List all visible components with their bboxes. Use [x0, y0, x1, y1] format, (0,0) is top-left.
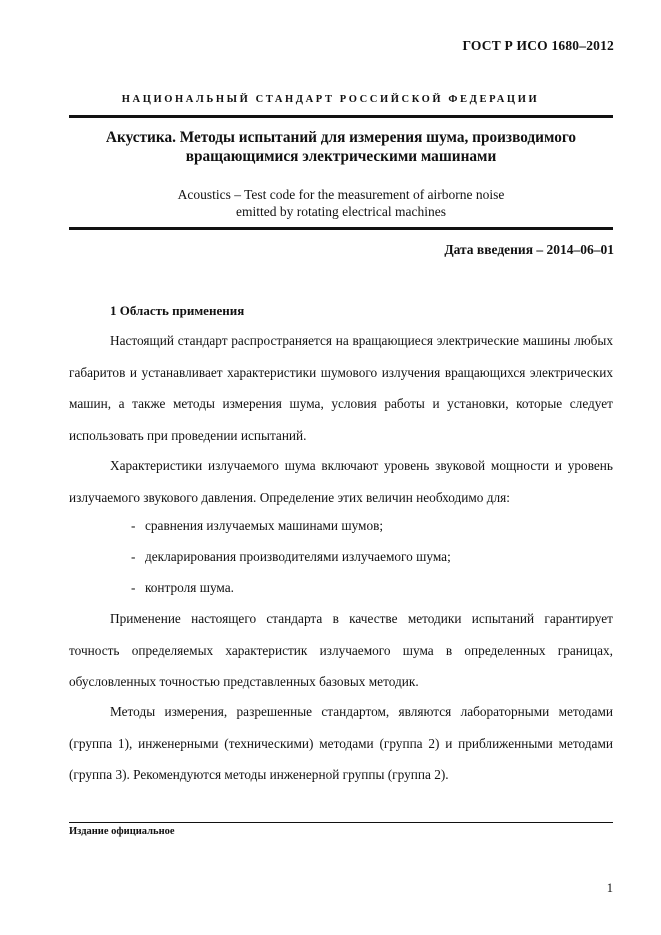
list-item-text: контроля шума. — [145, 580, 234, 595]
list-item — [131, 547, 451, 567]
title-en-line-2: emitted by rotating electrical machines — [236, 203, 446, 219]
paragraph-application: Применение настоящего стандарта в качестве методики испытаний гарантирует точность определяемых характеристик излучаемого шума в определенных границах, обусловленных точностью представленных базовых методик. — [69, 611, 613, 689]
paragraph-methods: Методы измерения, разрешенные стандартом, являются лабораторными методами (группа 1), инженерными (техническими) методами (группа 2) и приближенными методами (группа 3). Рекомендуются методы инженерной группы (группа 2). — [69, 704, 613, 782]
bullet-marker: - — [131, 549, 136, 564]
document-title-ru: Акустика. Методы испытаний для измерения шума, производимого вращающимися электрическими машинами — [105, 129, 577, 165]
official-edition-note: Издание официальное — [69, 826, 175, 837]
page-number: 1 — [606, 881, 613, 895]
title-rule-bottom — [69, 227, 613, 230]
introduction-date: Дата введения – 2014–06–01 — [444, 242, 614, 257]
title-rule-top — [69, 115, 613, 118]
list-item — [131, 516, 383, 536]
title-en-line-1: Acoustics – Test code for the measurement of airborne noise — [177, 187, 505, 202]
list-item-text: сравнения излучаемых машинами шумов; — [145, 518, 384, 533]
bullet-marker: - — [131, 580, 136, 595]
paragraph-scope: Настоящий стандарт распространяется на вращающиеся электрические машины любых габаритов и устанавливает характеристики шумового излучения вращающихся электрических машин, а также методы измерения шума, условия работы и установки, которые следует использовать при проведении испытаний. — [69, 333, 613, 443]
document-title-en — [69, 187, 613, 220]
document-code: ГОСТ Р ИСО 1680–2012 — [462, 38, 614, 53]
footer-rule — [69, 822, 613, 823]
national-standard-banner: НАЦИОНАЛЬНЫЙ СТАНДАРТ РОССИЙСКОЙ ФЕДЕРАЦИИ — [121, 94, 540, 105]
list-item — [131, 578, 234, 598]
paragraph-characteristics: Характеристики излучаемого шума включают уровень звуковой мощности и уровень излучаемого звукового давления. Определение этих величин необходимо для: — [69, 458, 613, 505]
section-heading: 1 Область применения — [110, 303, 245, 318]
list-item-text: декларирования производителями излучаемого шума; — [145, 549, 451, 564]
bullet-marker: - — [131, 518, 136, 533]
